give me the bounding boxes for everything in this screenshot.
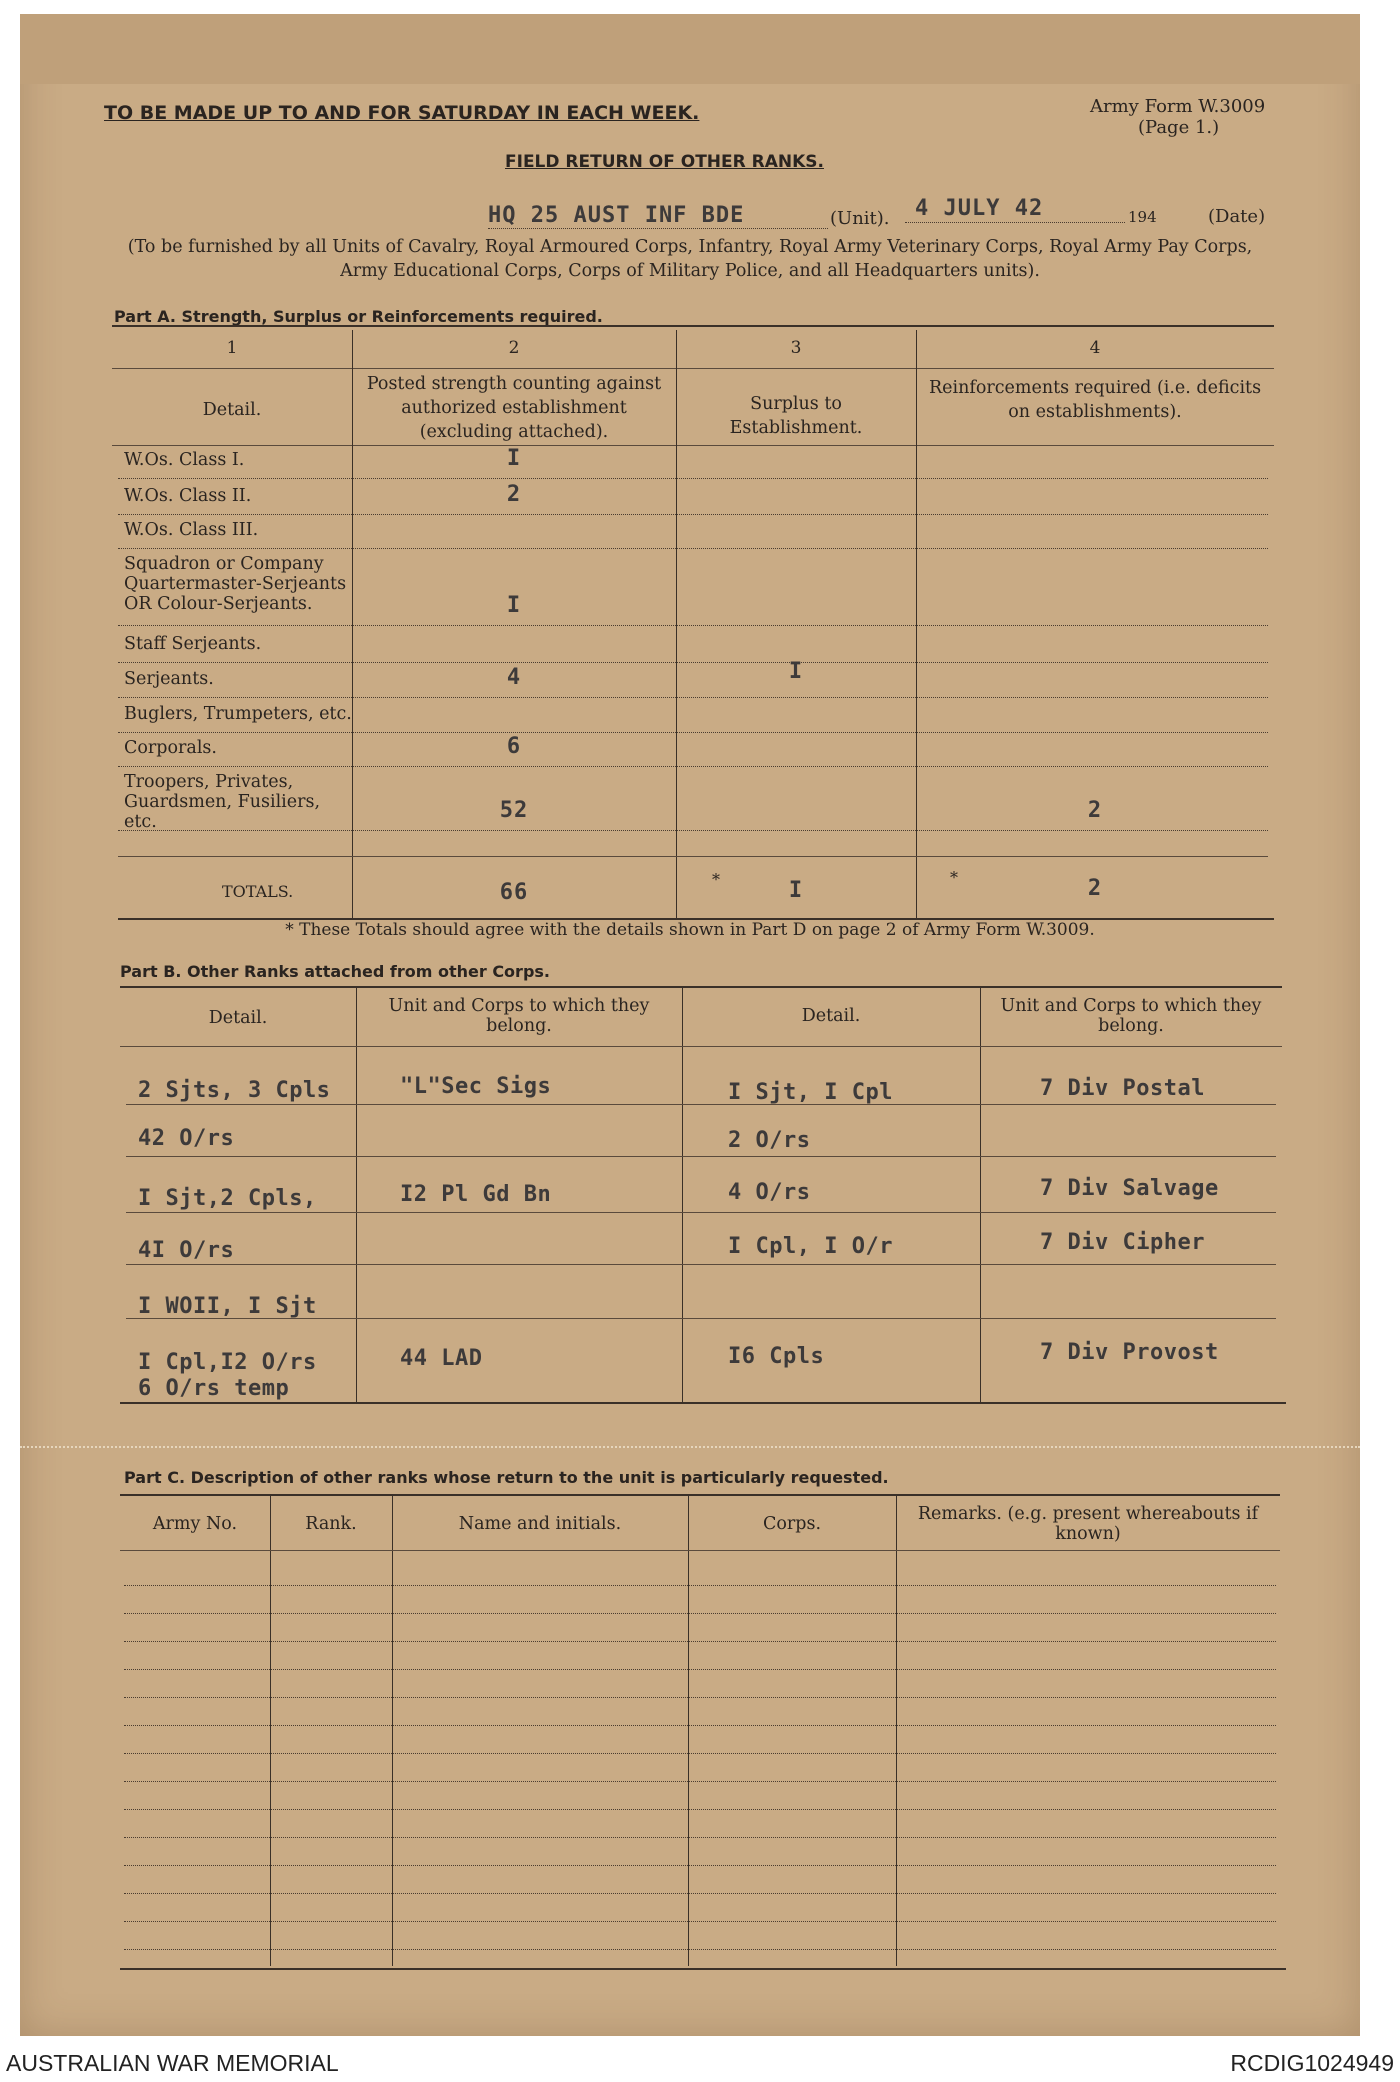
totals-surplus: I (788, 878, 804, 903)
column-header: Detail. (202, 400, 262, 420)
totals-surplus-asterisk: * (712, 870, 720, 889)
attached-detail: 4I O/rs (138, 1238, 235, 1263)
totals-label: TOTALS. (222, 882, 294, 901)
column-header: Army No. (152, 1514, 238, 1534)
column-divider (980, 988, 981, 1402)
row-posted: 4 (506, 665, 522, 690)
row-detail: Serjeants. (124, 669, 214, 689)
column-number: 3 (790, 338, 802, 358)
page-number: (Page 1.) (1138, 117, 1220, 138)
blank-row-rule (124, 1837, 1276, 1838)
row-rule (126, 1104, 1276, 1105)
column-header: Detail. (801, 1006, 861, 1026)
colnum-rule (112, 368, 1274, 369)
date-value: 4 JULY 42 (915, 196, 1044, 221)
part-b-top-rule (120, 986, 1282, 988)
row-reinf: 2 (1087, 798, 1103, 823)
blank-row-rule (124, 1641, 1276, 1642)
header-rule (120, 1550, 1280, 1551)
blank-row-rule (124, 1753, 1276, 1754)
attached-detail: I WOII, I Sjt (138, 1294, 317, 1319)
blank-row-rule (124, 1697, 1276, 1698)
year-label: 194 (1128, 208, 1157, 226)
attached-unit: 7 Div Provost (1040, 1340, 1219, 1365)
attached-detail: 6 O/rs temp (138, 1376, 290, 1401)
blank-row-rule (124, 1613, 1276, 1614)
row-detail: W.Os. Class III. (124, 520, 259, 540)
row-rule (118, 478, 1268, 479)
blank-row-rule (124, 1585, 1276, 1586)
archive-id: RCDIG1024949 (1230, 2050, 1394, 2076)
column-divider (896, 1496, 897, 1966)
blank-row-rule (124, 1921, 1276, 1922)
column-divider (392, 1496, 393, 1966)
instruction-heading: TO BE MADE UP TO AND FOR SATURDAY IN EACH WEEK. (104, 102, 700, 124)
part-c-bottom-rule (120, 1968, 1286, 1970)
row-detail: Corporals. (124, 738, 217, 758)
column-divider (682, 988, 683, 1402)
form-number: Army Form W.3009 (1090, 96, 1266, 117)
units-note: (To be furnished by all Units of Cavalry, Royal Armoured Corps, Infantry, Royal Army Veterinary Corps, Royal Army Pay Corps, Army Educational Corps, Corps of Military Police, and all Headquarters units). (127, 237, 1253, 281)
header-rule (112, 445, 1274, 446)
attached-detail: I Cpl, I O/r (728, 1234, 893, 1259)
part-a-title: Part A. Strength, Surplus or Reinforcements required. (114, 307, 603, 326)
attached-unit: 7 Div Cipher (1040, 1230, 1205, 1255)
attached-detail: 2 Sjts, 3 Cpls (138, 1078, 331, 1103)
row-rule (118, 732, 1268, 733)
column-header: Posted strength counting against authorized establishment (excluding attached). (366, 374, 662, 442)
attached-detail: I6 Cpls (728, 1344, 825, 1369)
row-posted: 6 (506, 734, 522, 759)
row-rule (118, 697, 1268, 698)
part-a-top-rule (112, 325, 1274, 327)
column-divider (356, 988, 357, 1402)
row-detail: Troopers, Privates, Guardsmen, Fusiliers, etc. (124, 772, 321, 832)
attached-unit: I2 Pl Gd Bn (400, 1182, 552, 1207)
attached-detail: I Cpl,I2 O/rs (138, 1350, 317, 1375)
row-detail: W.Os. Class I. (124, 450, 245, 470)
blank-row-rule (124, 1809, 1276, 1810)
row-rule (118, 766, 1268, 767)
attached-detail: I Sjt,2 Cpls, (138, 1186, 317, 1211)
column-header: Unit and Corps to which they belong. (388, 996, 650, 1036)
row-rule (118, 548, 1268, 549)
perforation-line (20, 1446, 1360, 1448)
row-surplus: I (788, 659, 804, 684)
row-rule (118, 830, 1268, 831)
part-c-top-rule (120, 1494, 1280, 1496)
totals-reinf: 2 (1087, 876, 1103, 901)
column-divider (688, 1496, 689, 1966)
part-b-title: Part B. Other Ranks attached from other Corps. (120, 962, 550, 981)
blank-row-rule (124, 1949, 1276, 1950)
unit-dotline (488, 228, 828, 229)
unit-value: HQ 25 AUST INF BDE (488, 203, 745, 228)
column-header: Rank. (305, 1514, 357, 1534)
attached-unit: 7 Div Postal (1040, 1076, 1205, 1101)
archive-caption: AUSTRALIAN WAR MEMORIAL (6, 2050, 339, 2076)
unit-label: (Unit). (830, 208, 890, 229)
attached-unit: 44 LAD (400, 1346, 483, 1371)
attached-detail: 42 O/rs (138, 1126, 235, 1151)
date-dotline (905, 222, 1125, 223)
date-label: (Date) (1208, 206, 1266, 227)
attached-detail: 2 O/rs (728, 1128, 811, 1153)
blank-row-rule (124, 1865, 1276, 1866)
column-header: Reinforcements required (i.e. deficits on establishments). (928, 378, 1262, 422)
column-header: Name and initials. (458, 1514, 622, 1534)
row-posted: 2 (506, 482, 522, 507)
attached-detail: I Sjt, I Cpl (728, 1080, 893, 1105)
blank-row-rule (124, 1781, 1276, 1782)
part-c-title: Part C. Description of other ranks whose return to the unit is particularly requested. (124, 1468, 889, 1487)
row-posted: 52 (499, 798, 529, 823)
blank-row-rule (124, 1669, 1276, 1670)
pre-total-rule (118, 856, 1268, 857)
attached-unit: "L"Sec Sigs (400, 1074, 552, 1099)
row-posted: I (506, 446, 522, 471)
row-detail: Staff Serjeants. (124, 634, 262, 654)
column-header: Unit and Corps to which they belong. (1000, 996, 1262, 1036)
attached-detail: 4 O/rs (728, 1180, 811, 1205)
column-header: Surplus to Establishment. (729, 394, 863, 438)
row-rule (126, 1212, 1276, 1213)
column-header: Remarks. (e.g. present whereabouts if known) (917, 1504, 1259, 1544)
totals-reinf-asterisk: * (950, 868, 958, 887)
column-number: 4 (1089, 338, 1101, 358)
column-header: Corps. (762, 1514, 822, 1534)
paper-top-band (20, 14, 1360, 84)
row-rule (126, 1264, 1276, 1265)
totals-posted: 66 (499, 880, 529, 905)
column-number: 2 (508, 338, 520, 358)
row-rule (118, 514, 1268, 515)
column-divider (270, 1496, 271, 1966)
part-b-bottom-rule (120, 1402, 1286, 1404)
row-detail: Squadron or Company Quartermaster-Serjeants OR Colour-Serjeants. (124, 554, 347, 614)
row-rule (126, 1156, 1276, 1157)
column-header: Detail. (208, 1008, 268, 1028)
row-rule (126, 1318, 1276, 1319)
row-posted: I (506, 593, 522, 618)
row-rule (118, 625, 1268, 626)
form-title: FIELD RETURN OF OTHER RANKS. (505, 152, 824, 172)
column-number: 1 (226, 338, 238, 358)
row-detail: Buglers, Trumpeters, etc. (124, 704, 352, 724)
header-rule (120, 1046, 1282, 1047)
blank-row-rule (124, 1893, 1276, 1894)
attached-unit: 7 Div Salvage (1040, 1176, 1219, 1201)
row-detail: W.Os. Class II. (124, 486, 252, 506)
blank-row-rule (124, 1725, 1276, 1726)
totals-footnote: * These Totals should agree with the details shown in Part D on page 2 of Army Form W.3009. (285, 920, 1095, 940)
